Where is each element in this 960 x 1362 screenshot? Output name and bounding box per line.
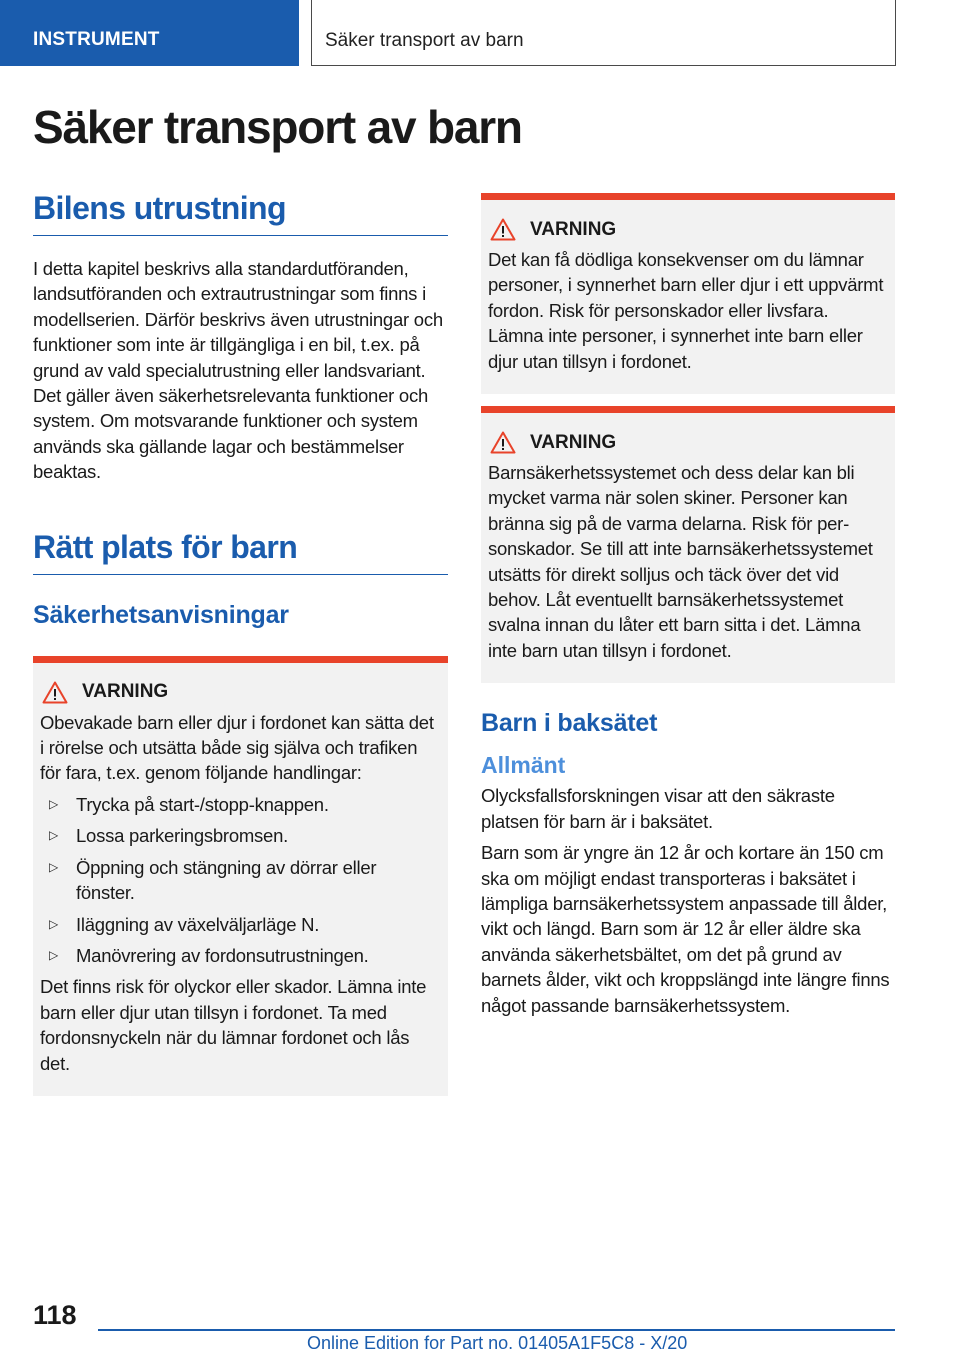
right-column (481, 193, 895, 1018)
heading-barn-i-baksatet: Barn i baksätet (481, 709, 658, 738)
warning-header (40, 681, 438, 704)
allmant-paragraph-1: Olycksfallsforskningen visar att den säkraste platsen för barn är i baksätet. (481, 785, 835, 832)
left-column (33, 190, 448, 1096)
list-item: ▷ Manövrering av fordonsutrustningen. (40, 943, 438, 968)
heading-allmant: Allmänt (481, 752, 566, 779)
warning-header (488, 431, 885, 454)
warning-box-heated-vehicle (481, 193, 895, 394)
bilens-utrustning-text: I detta kapitel beskrivs alla standardutföranden, landsutföranden och extrautrustningar som finns i modellserien. Därför beskrivs även utrustningar och funktioner som inte är tillgängliga i en bil, t.ex. på grund av vald specialutrustning eller landsvariant. Det gäller även säkerhetsrelevanta funktioner och system. Om motsvarande funktioner och system används ska gällande lagar och bestämmelser beaktas. (33, 258, 443, 483)
list-item: ▷ Trycka på start-/stopp-knappen. (40, 792, 438, 817)
bullet-triangle-icon: ▷ (49, 828, 58, 843)
list-item: ▷ Lossa parkeringsbromsen. (40, 823, 438, 848)
warning-intro: Obevakade barn eller djur i fordonet kan sätta det i rörelse och utsätta både sig själva och trafiken för fara, t.ex. genom följande handlingar: (40, 711, 434, 784)
heading-ratt-plats: Rätt plats för barn (33, 529, 448, 575)
bullet-triangle-icon: ▷ (49, 947, 58, 962)
bullet-triangle-icon: ▷ (49, 859, 58, 874)
warning-triangle-icon (490, 431, 516, 454)
header-chapter-title: Säker transport av barn (311, 0, 896, 66)
warning-header (488, 218, 885, 241)
warning-triangle-icon (42, 681, 68, 704)
warning-box-hot-seat (481, 406, 895, 683)
warning-text: Det kan få dödliga konsekvenser om du lämnar personer, i synnerhet barn eller djur i ett uppvärmt fordon. Risk för personskador eller livsfara. Lämna inte personer, i synnerhet inte barn eller djur utan tillsyn i fordonet. (488, 249, 884, 372)
footer-divider (98, 1329, 895, 1331)
bullet-triangle-icon: ▷ (49, 916, 58, 931)
warning-text: Barnsäkerhetssystemet och dess delar kan bli mycket varma när solen skiner. Personer kan bränna sig på de varma delarna. Risk för personskador. Se till att inte barnsäkerhetssystemet utsätts för direkt solljus och täck över det vid behov. Låt eventuellt barnsäkerhetssystemet svalna innan du låter ett barn sitta i det. Lämna inte barn utan tillsyn i fordonet. (488, 462, 873, 661)
warning-triangle-icon (490, 218, 516, 241)
page-number: 118 (33, 1300, 77, 1330)
heading-sakerhetsanvisningar: Säkerhetsanvisningar (33, 600, 289, 629)
warning-label: VARNING (530, 218, 617, 240)
header-section-label: INSTRUMENT (0, 0, 299, 66)
footer-edition-text: Online Edition for Part no. 01405A1F5C8 - X/20 (307, 1333, 688, 1353)
warning-bullet-list (40, 792, 438, 968)
allmant-paragraph-2: Barn som är yngre än 12 år och kortare än 150 cm ska om möjligt endast transporteras i baksätet i lämpliga barnsäkerhetssystem anpassade till ålder, vikt och längd. Barn som är 12 år eller äldre ska använda säkerhetsbältet, om det på grund av barnets ålder, vikt och kroppslängd inte längre finns något passande barnsäkerhetssystem. (481, 842, 890, 1016)
bullet-triangle-icon: ▷ (49, 796, 58, 811)
warning-label: VARNING (530, 431, 617, 453)
warning-outro: Det finns risk för olyckor eller skador. Lämna inte barn eller djur utan tillsyn i fordonet. Ta med fordonsnyckeln när du lämnar fordonet och lås det. (40, 976, 427, 1074)
list-item: ▷ Iläggning av växelväljarläge N. (40, 912, 438, 937)
page-title: Säker transport av barn (33, 101, 522, 153)
warning-box-unattended (33, 656, 448, 1096)
list-item: ▷ Öppning och stängning av dörrar eller fönster. (49, 856, 377, 904)
heading-bilens-utrustning: Bilens utrustning (33, 190, 448, 236)
warning-label: VARNING (82, 681, 169, 703)
